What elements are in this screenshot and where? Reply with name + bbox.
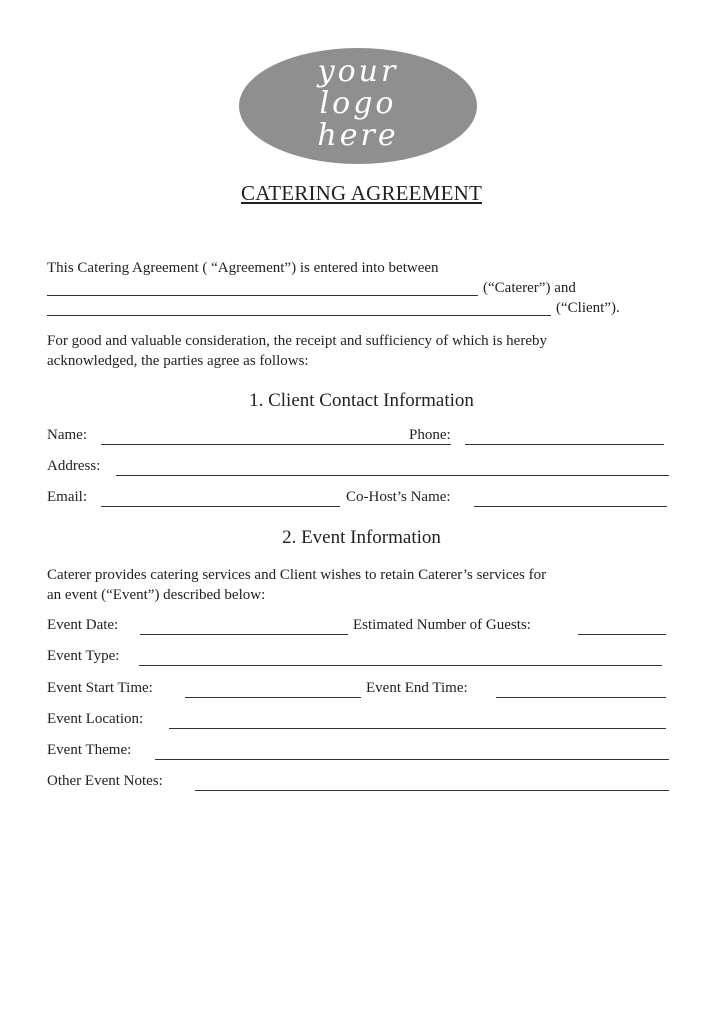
email-cohost-row [47,489,669,509]
logo-line-3: here [317,118,399,153]
logo-text [239,56,477,152]
consideration-line-2: acknowledged, the parties agree as follows: [47,353,309,369]
phone-field[interactable] [465,444,664,445]
end-time-field[interactable] [496,697,666,698]
theme-field[interactable] [155,759,669,760]
theme-label: Event Theme: [47,742,132,758]
intro-line-1: This Catering Agreement ( “Agreement”) is entered into between [47,260,439,276]
theme-row [47,742,669,762]
start-time-label: Event Start Time: [47,680,153,696]
event-desc-line-2: an event (“Event”) described below: [47,587,266,603]
cohost-label: Co-Host’s Name: [346,489,451,505]
location-row [47,711,669,731]
start-time-field[interactable] [185,697,361,698]
name-label: Name: [47,427,87,443]
address-label: Address: [47,458,101,474]
event-date-field[interactable] [140,634,348,635]
name-phone-row [47,427,669,447]
notes-row [47,773,669,793]
email-field[interactable] [101,506,340,507]
consideration-line-1: For good and valuable consideration, the receipt and sufficiency of which is hereby [47,333,547,349]
event-type-label: Event Type: [47,648,120,664]
date-guests-row [47,617,669,637]
event-desc-line-1: Caterer provides catering services and Client wishes to retain Caterer’s services for [47,567,547,583]
event-type-row [47,648,669,668]
notes-label: Other Event Notes: [47,773,163,789]
location-field[interactable] [169,728,666,729]
name-field[interactable] [101,444,451,445]
start-end-time-row [47,680,669,700]
event-type-field[interactable] [139,665,662,666]
logo-line-1: your [317,54,399,89]
client-suffix: (“Client”). [556,300,620,316]
event-date-label: Event Date: [47,617,119,633]
phone-label: Phone: [409,427,451,443]
end-time-label: Event End Time: [366,680,468,696]
location-label: Event Location: [47,711,144,727]
caterer-name-blank[interactable] [47,295,478,296]
address-field[interactable] [116,475,669,476]
notes-field[interactable] [195,790,669,791]
logo-placeholder [239,48,477,164]
guests-field[interactable] [578,634,666,635]
cohost-field[interactable] [474,506,667,507]
client-name-blank[interactable] [47,315,551,316]
address-row [47,458,669,478]
guests-label: Estimated Number of Guests: [353,617,531,633]
document-title: CATERING AGREEMENT [240,181,482,205]
section-1-heading: 1. Client Contact Information [249,390,474,411]
logo-line-2: logo [319,86,397,121]
section-2-heading: 2. Event Information [282,527,441,548]
caterer-suffix: (“Caterer”) and [483,280,576,296]
email-label: Email: [47,489,87,505]
